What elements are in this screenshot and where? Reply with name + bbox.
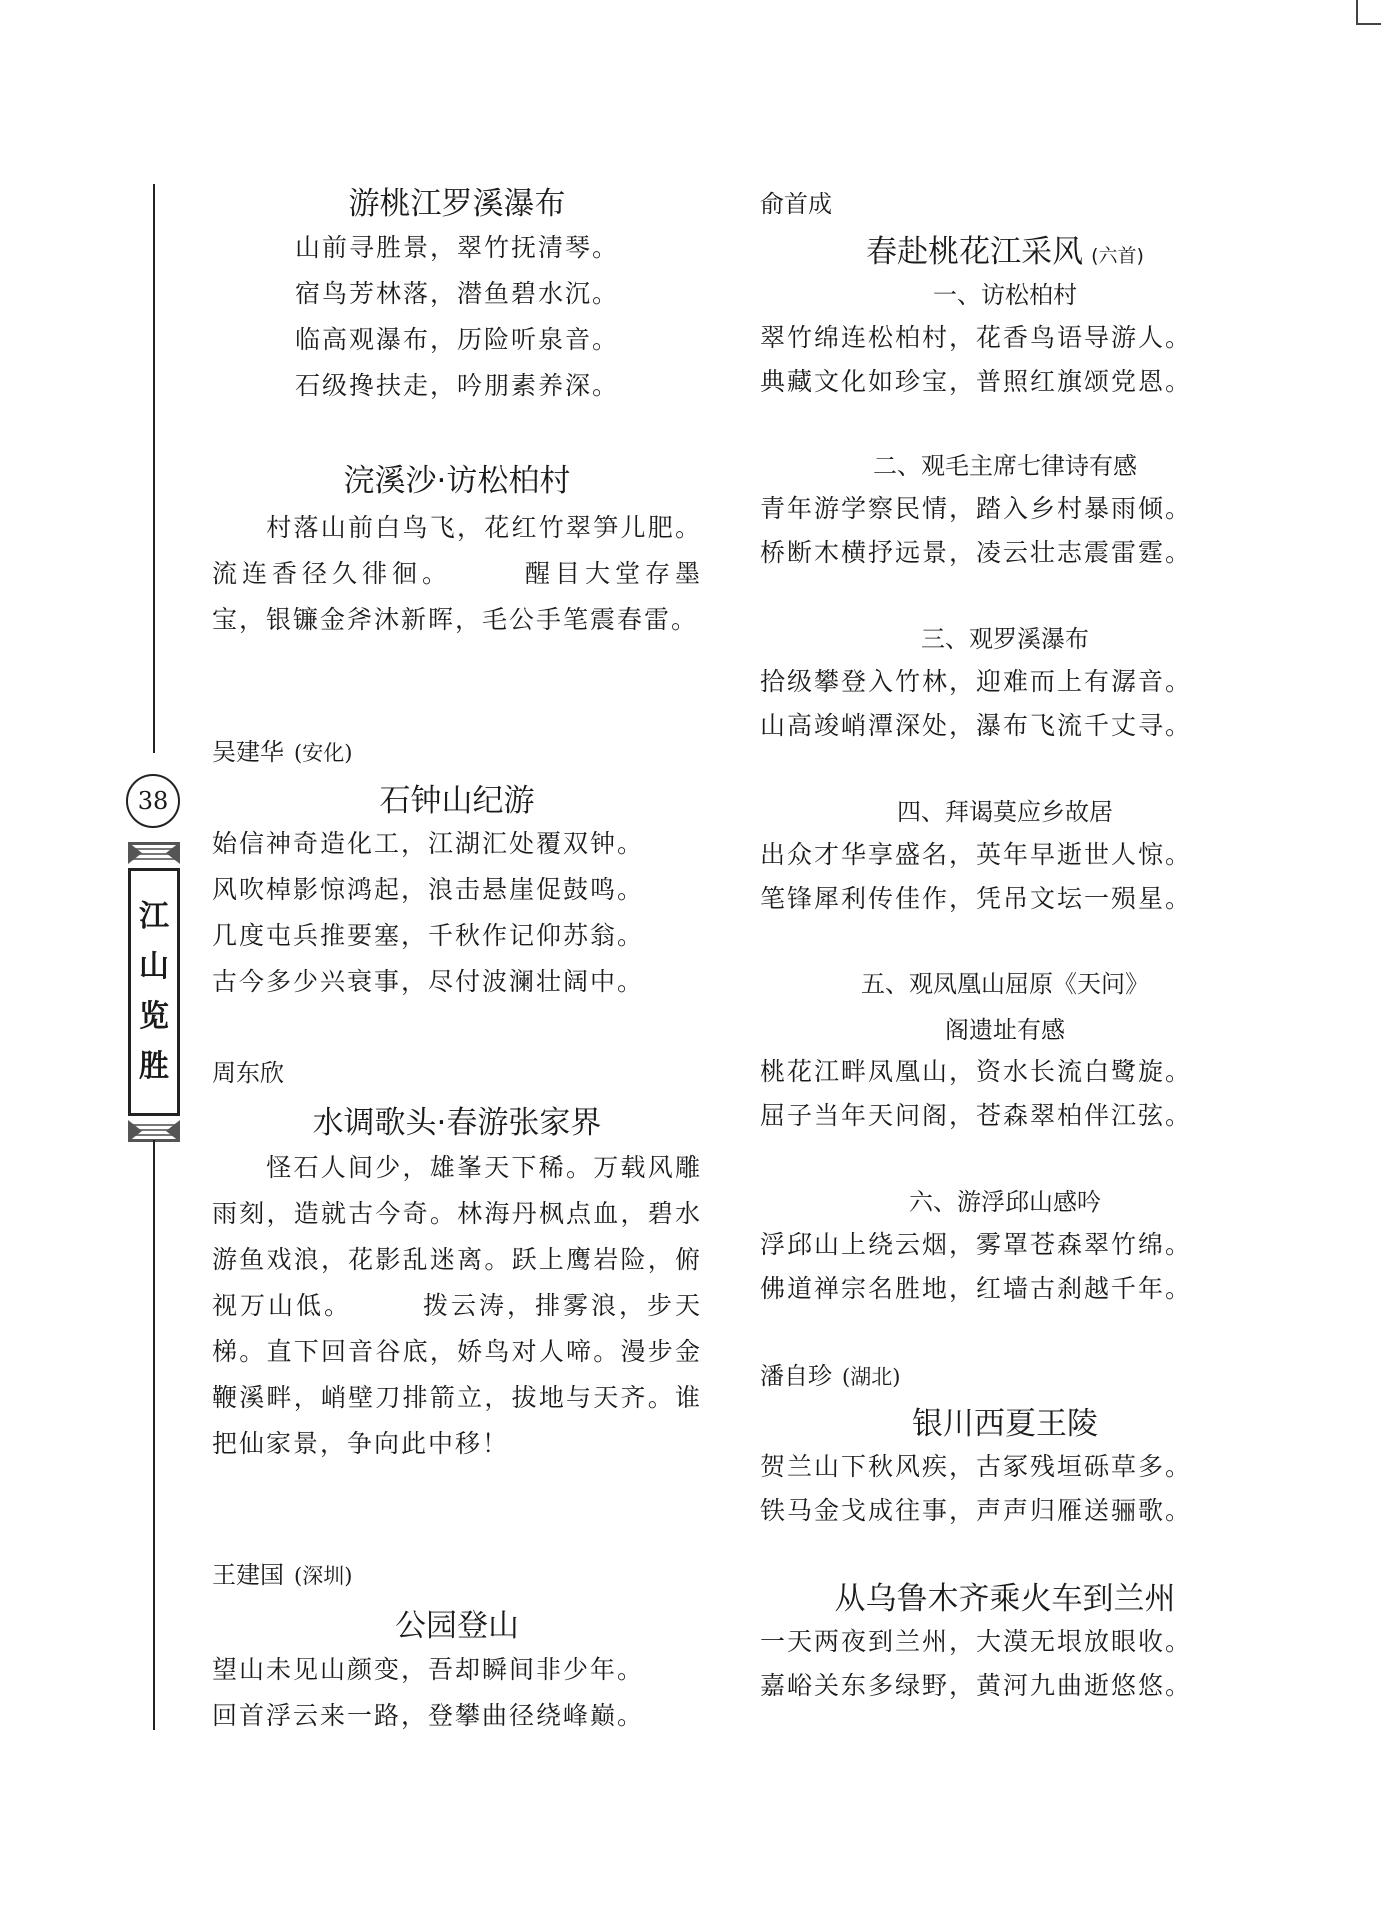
poem-body bbox=[212, 228, 702, 412]
series-note: (六首) bbox=[1091, 245, 1144, 267]
poem-line: 一天两夜到兰州，大漠无垠放眼收。 bbox=[760, 1627, 1193, 1656]
poem-body bbox=[760, 1052, 1250, 1140]
poem-line: 桥断木横抒远景，凌云壮志震雷霆。 bbox=[760, 538, 1193, 567]
poem-title: 水调歌头·春游张家界 bbox=[312, 1105, 602, 1141]
poem-block bbox=[760, 226, 1250, 271]
poem-line: 屈子当年天问阁，苍森翠柏伴江弦。 bbox=[760, 1101, 1193, 1130]
author-name: 吴建华 bbox=[212, 738, 284, 766]
poem-line: 始信神奇造化工，江湖汇处覆双钟。 bbox=[212, 829, 645, 858]
poem-line: 桃花江畔凤凰山，资水长流白鹭旋。 bbox=[760, 1057, 1193, 1086]
author-origin: (深圳) bbox=[294, 1564, 353, 1588]
poem-line: 嘉峪关东多绿野，黄河九曲逝悠悠。 bbox=[760, 1671, 1193, 1700]
author-origin: (安化) bbox=[294, 741, 353, 765]
author-line bbox=[212, 1053, 702, 1088]
poem-body bbox=[212, 824, 702, 1008]
series-item bbox=[760, 964, 1250, 1045]
poem-subtitle: 五、观凤凰山屈原《天问》 bbox=[861, 970, 1149, 998]
ci-part-1: 村落山前白鸟飞，花红竹翠笋儿肥。流连香径久徘徊。 bbox=[212, 513, 702, 588]
banner-bottom-ornament bbox=[128, 1120, 180, 1142]
poem-line: 铁马金戈成往事，声声归雁送骊歌。 bbox=[760, 1496, 1193, 1525]
poem-body bbox=[760, 489, 1250, 577]
poem-line: 青年游学察民情，踏入乡村暴雨倾。 bbox=[760, 494, 1193, 523]
series-item bbox=[760, 619, 1250, 654]
poem-subtitle: 二、观毛主席七律诗有感 bbox=[873, 452, 1137, 480]
poem-block bbox=[212, 775, 702, 820]
author-line bbox=[212, 1555, 702, 1590]
poem-line: 出众才华享盛名，英年早逝世人惊。 bbox=[760, 840, 1193, 869]
poem-line: 回首浮云来一路，登攀曲径绕峰巅。 bbox=[212, 1701, 645, 1730]
poem-body bbox=[760, 318, 1250, 406]
poem-body bbox=[760, 1622, 1250, 1710]
banner-text-box bbox=[128, 868, 180, 1116]
poem-block bbox=[760, 1398, 1250, 1443]
poem-block bbox=[212, 1097, 702, 1142]
poem-line: 浮邱山上绕云烟，雾罩苍森翠竹绵。 bbox=[760, 1230, 1193, 1259]
ci-part-2: 醒目大堂存墨宝，银镰金斧沐新晖，毛公手笔震春雷。 bbox=[212, 559, 702, 634]
banner-char: 胜 bbox=[139, 1049, 169, 1084]
author-name: 周东欣 bbox=[212, 1059, 284, 1087]
poem-body bbox=[760, 1225, 1250, 1313]
poem-title: 游桃江罗溪瀑布 bbox=[348, 186, 566, 222]
poem-block bbox=[212, 455, 702, 500]
margin-rule-bottom bbox=[153, 1140, 155, 1730]
poem-block bbox=[212, 178, 702, 223]
ci-body bbox=[212, 1145, 702, 1467]
banner-char: 山 bbox=[139, 949, 169, 984]
ci-part-2: 拨云涛，排雾浪，步天梯。直下回音谷底，娇鸟对人啼。漫步金鞭溪畔，峭壁刀排箭立，拔地与天齐。谁把仙家景，争向此中移！ bbox=[212, 1291, 702, 1458]
poem-line: 古今多少兴衰事，尽付波澜壮阔中。 bbox=[212, 967, 645, 996]
page-number-text: 38 bbox=[137, 787, 169, 815]
section-banner bbox=[128, 842, 180, 1142]
poem-line: 典藏文化如珍宝，普照红旗颂党恩。 bbox=[760, 367, 1193, 396]
poem-line: 山高竣峭潭深处，瀑布飞流千丈寻。 bbox=[760, 711, 1193, 740]
poem-line: 望山未见山颜变，吾却瞬间非少年。 bbox=[212, 1655, 645, 1684]
series-item bbox=[760, 1182, 1250, 1217]
poem-title: 公园登山 bbox=[395, 1608, 519, 1644]
poem-body bbox=[760, 1447, 1250, 1535]
poem-subtitle: 六、游浮邱山感吟 bbox=[909, 1188, 1101, 1216]
poem-title: 银川西夏王陵 bbox=[912, 1406, 1098, 1442]
poem-line: 贺兰山下秋风疾，古冢残垣砾草多。 bbox=[760, 1452, 1193, 1481]
poem-block bbox=[760, 1573, 1250, 1618]
page-number bbox=[126, 774, 180, 828]
series-item bbox=[760, 275, 1250, 310]
poem-line: 临高观瀑布，历险听泉音。 bbox=[294, 325, 619, 354]
poem-line: 翠竹绵连松柏村，花香鸟语导游人。 bbox=[760, 323, 1193, 352]
author-name: 俞首成 bbox=[760, 190, 832, 218]
author-origin: (湖北) bbox=[842, 1365, 901, 1389]
corner-ornament bbox=[1355, 0, 1381, 26]
poem-subtitle: 一、访松柏村 bbox=[933, 281, 1077, 309]
poem-line: 山前寻胜景，翠竹抚清琴。 bbox=[294, 233, 619, 262]
author-line bbox=[212, 732, 702, 767]
ci-body bbox=[212, 505, 702, 643]
series-item bbox=[760, 446, 1250, 481]
banner-char: 览 bbox=[139, 999, 169, 1034]
series-title bbox=[760, 226, 1250, 271]
poem-line: 拾级攀登入竹林，迎难而上有潺音。 bbox=[760, 667, 1193, 696]
poem-line: 石级搀扶走，吟朋素养深。 bbox=[294, 371, 619, 400]
poem-body bbox=[760, 662, 1250, 750]
poem-line: 宿鸟芳林落，潜鱼碧水沉。 bbox=[294, 279, 619, 308]
poem-line: 佛道禅宗名胜地，红墙古刹越千年。 bbox=[760, 1274, 1193, 1303]
author-line bbox=[760, 1356, 1250, 1391]
poem-subtitle-cont: 阁遗址有感 bbox=[945, 1016, 1065, 1044]
banner-char: 江 bbox=[139, 899, 169, 934]
poem-line: 笔锋犀利传佳作，凭吊文坛一殒星。 bbox=[760, 884, 1193, 913]
poem-block bbox=[212, 1600, 702, 1645]
series-item bbox=[760, 792, 1250, 827]
poem-title: 石钟山纪游 bbox=[379, 783, 535, 819]
poem-body bbox=[212, 1650, 702, 1742]
ci-part-1: 怪石人间少，雄峯天下稀。万载风雕雨刻，造就古今奇。林海丹枫点血，碧水游鱼戏浪，花影乱迷离。跃上鹰岩险，俯视万山低。 bbox=[212, 1153, 702, 1320]
margin-rule-top bbox=[153, 184, 155, 753]
poem-title: 浣溪沙·访松柏村 bbox=[343, 463, 571, 499]
author-name: 王建国 bbox=[212, 1561, 284, 1589]
author-line bbox=[760, 184, 1250, 219]
poem-subtitle: 三、观罗溪瀑布 bbox=[921, 625, 1089, 653]
poem-subtitle: 四、拜谒莫应乡故居 bbox=[897, 798, 1113, 826]
poem-title: 从乌鲁木齐乘火车到兰州 bbox=[834, 1581, 1176, 1617]
poem-line: 风吹棹影惊鸿起，浪击悬崖促鼓鸣。 bbox=[212, 875, 645, 904]
poem-line: 几度屯兵推要塞，千秋作记仰苏翁。 bbox=[212, 921, 645, 950]
banner-top-ornament bbox=[128, 842, 180, 864]
author-name: 潘自珍 bbox=[760, 1362, 832, 1390]
poem-body bbox=[760, 835, 1250, 923]
series-title-text: 春赴桃花江采风 bbox=[866, 234, 1084, 270]
